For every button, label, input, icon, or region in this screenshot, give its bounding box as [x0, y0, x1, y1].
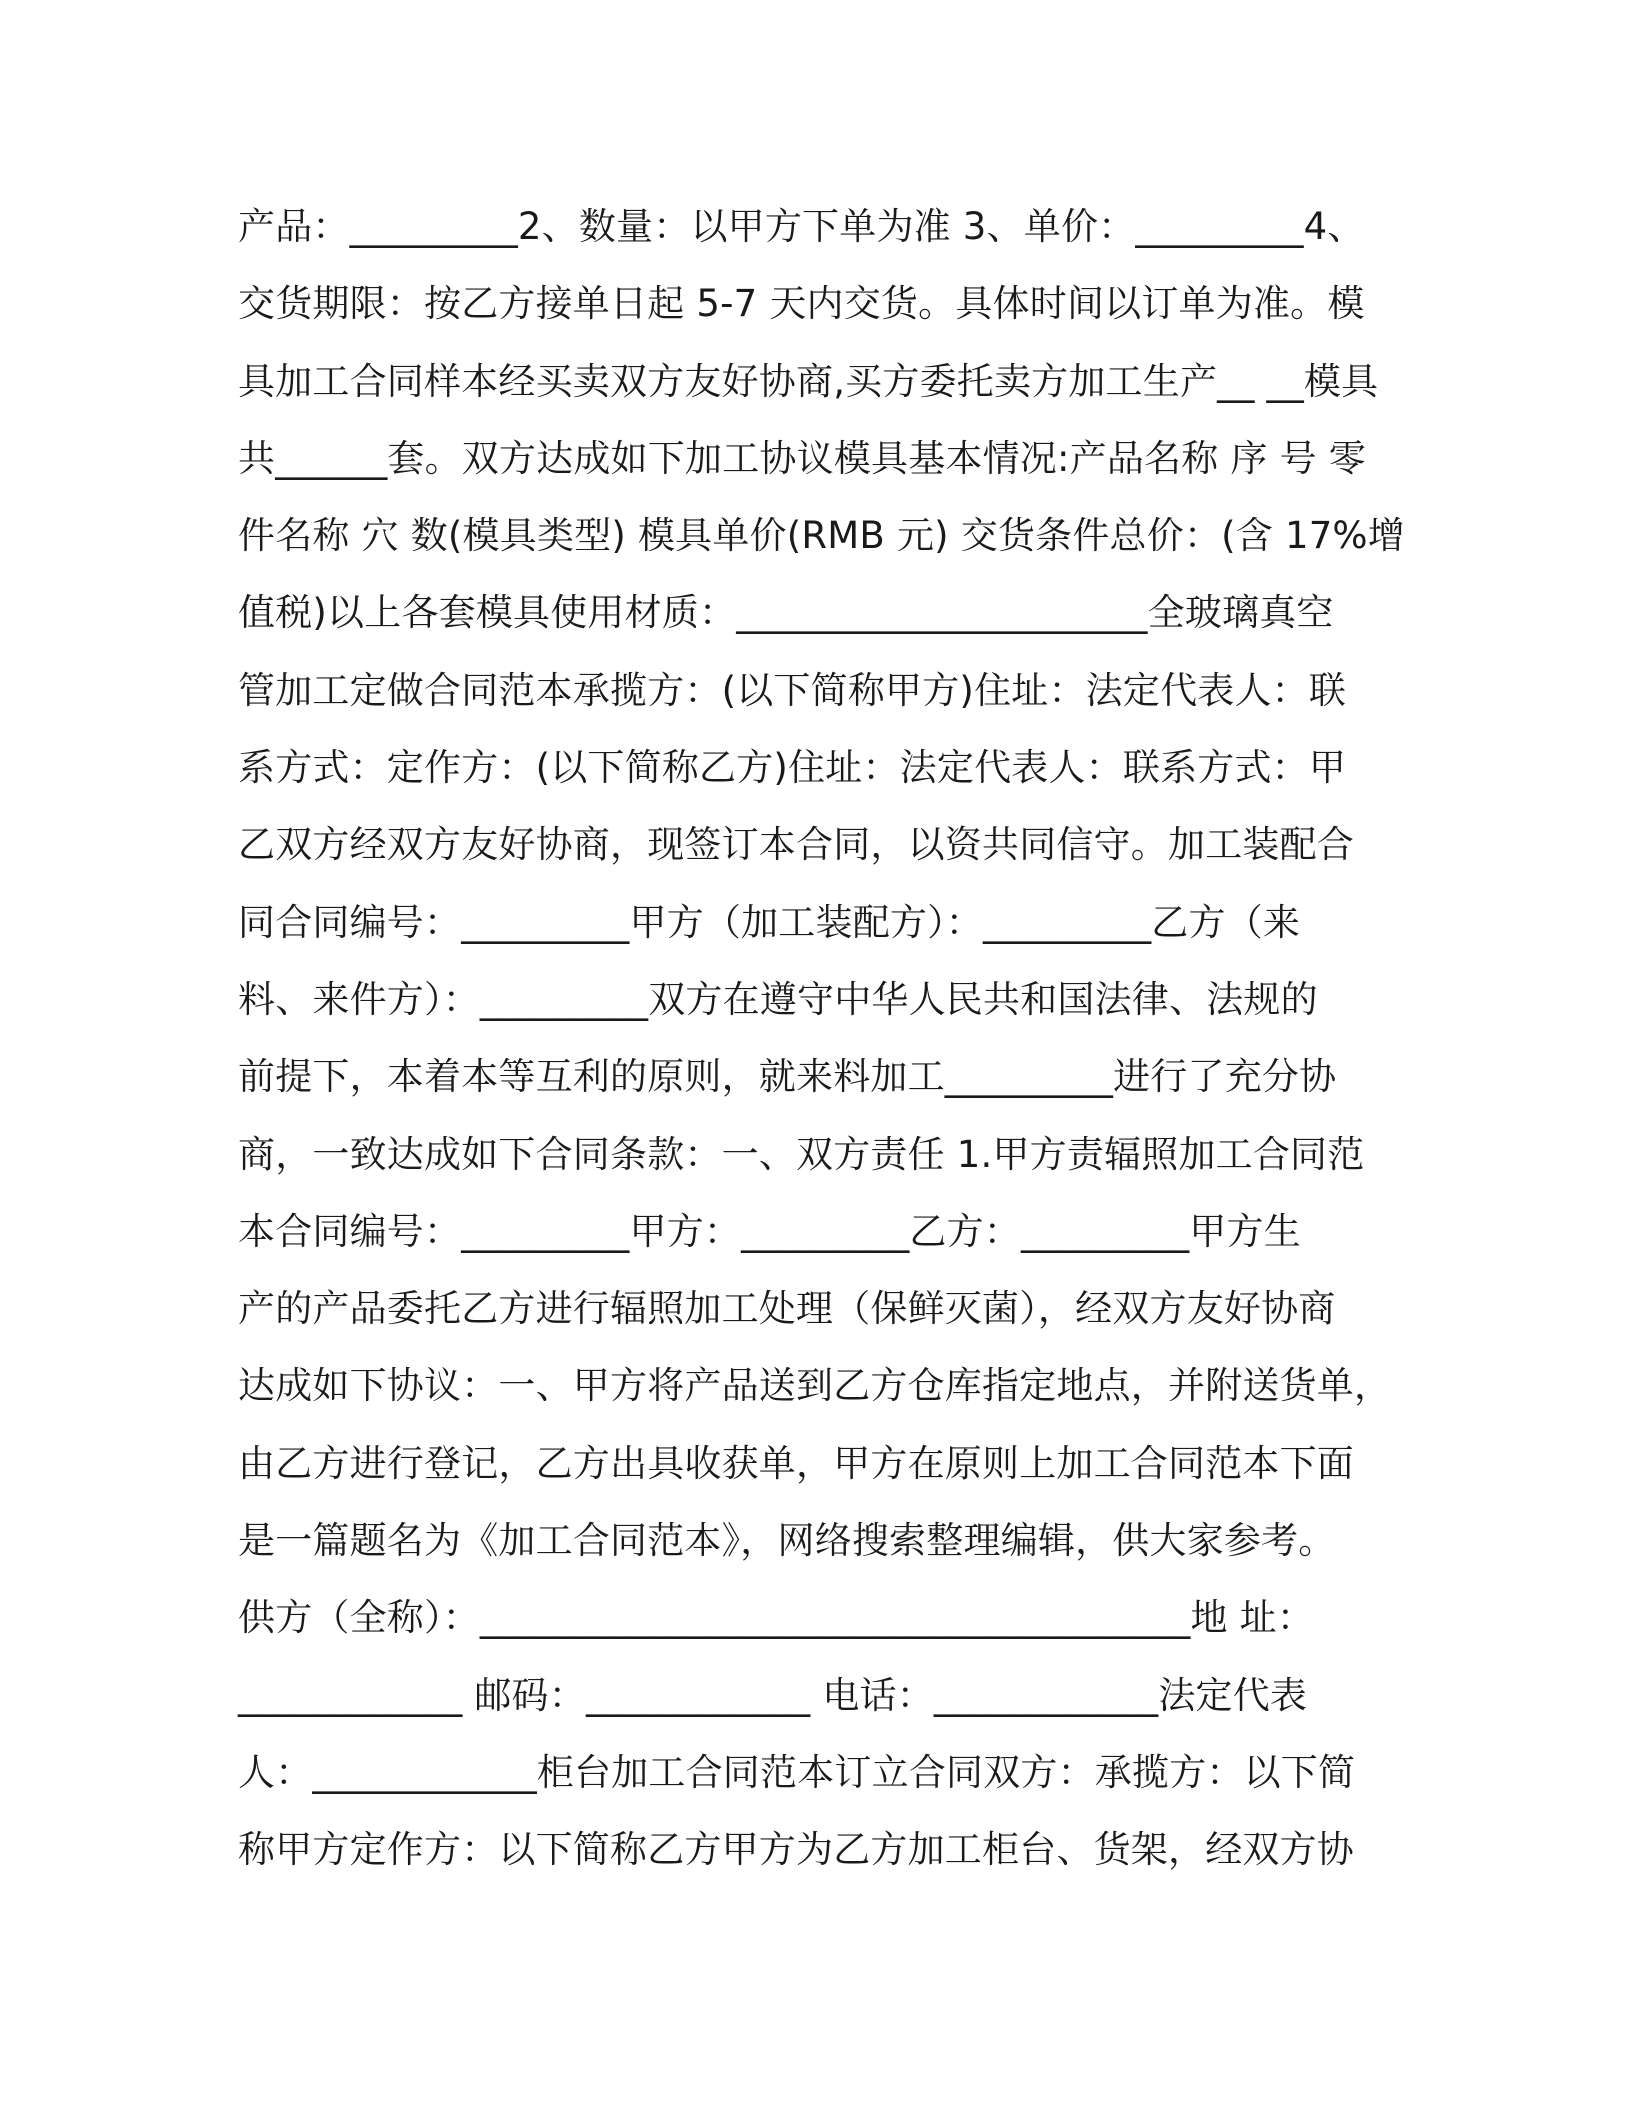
document-body	[238, 188, 1405, 1889]
body-line: 值税)以上各套模具使用材质：______________________全玻璃真空	[238, 591, 1334, 635]
body-line: 系方式：定作方：(以下简称乙方)住址：法定代表人：联系方式：甲	[238, 746, 1347, 790]
body-line: 共______套。双方达成如下加工协议模具基本情况:产品名称 序 号 零	[238, 436, 1366, 480]
body-line: ____________ 邮码：____________ 电话：____________法定代表	[238, 1673, 1308, 1717]
body-line: 管加工定做合同范本承揽方：(以下简称甲方)住址：法定代表人：联	[238, 668, 1347, 712]
body-line: 是一篇题名为《加工合同范本》，网络搜索整理编辑，供大家参考。	[238, 1519, 1336, 1563]
body-line: 由乙方进行登记，乙方出具收获单，甲方在原则上加工合同范本下面	[238, 1441, 1354, 1485]
body-line: 达成如下协议：一、甲方将产品送到乙方仓库指定地点，并附送货单，	[238, 1364, 1392, 1408]
body-line: 产的产品委托乙方进行辐照加工处理（保鲜灭菌），经双方友好协商	[238, 1287, 1336, 1331]
body-line: 料、来件方）：_________双方在遵守中华人民共和国法律、法规的	[238, 977, 1318, 1021]
body-line: 件名称 穴 数(模具类型) 模具单价(RMB 元) 交货条件总价：(含 17%增	[238, 514, 1405, 558]
body-line: 供方（全称）：______________________________________地 址：	[238, 1596, 1315, 1640]
body-line: 产品：_________2、数量：以甲方下单为准 3、单价：_________4、	[238, 205, 1365, 248]
body-line: 称甲方定作方：以下简称乙方甲方为乙方加工柜台、货架，经双方协	[238, 1828, 1354, 1872]
body-line: 交货期限：按乙方接单日起 5-7 天内交货。具体时间以订单为准。模	[238, 282, 1365, 326]
body-line: 人：____________柜台加工合同范本订立合同双方：承揽方：以下简	[238, 1750, 1356, 1794]
body-line: 本合同编号：_________甲方：_________乙方：_________甲方生	[238, 1209, 1301, 1253]
body-line: 同合同编号：_________甲方（加工装配方）：_________乙方（来	[238, 900, 1301, 944]
body-line: 具加工合同样本经买卖双方友好协商,买方委托卖方加工生产__ __模具	[238, 359, 1379, 403]
body-line: 前提下，本着本等互利的原则，就来料加工_________进行了充分协	[238, 1055, 1337, 1099]
body-line: 乙双方经双方友好协商，现签订本合同，以资共同信守。加工装配合	[238, 823, 1354, 867]
body-line: 商，一致达成如下合同条款：一、双方责任 1.甲方责辐照加工合同范	[238, 1132, 1365, 1176]
